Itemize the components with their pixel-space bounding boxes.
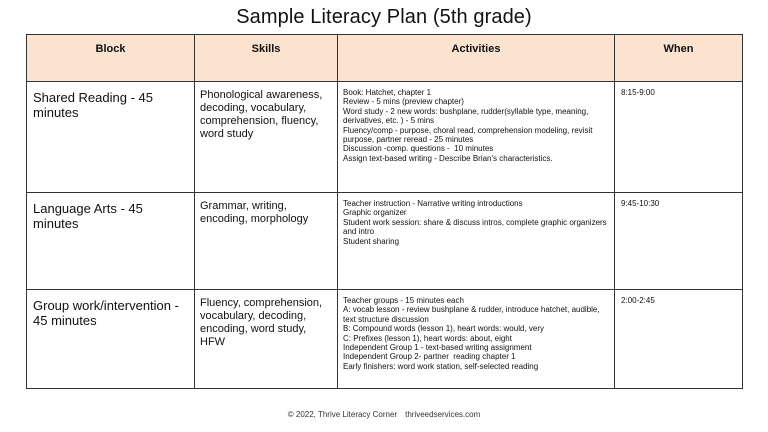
activities-list	[338, 193, 614, 246]
activity-item: Graphic organizer	[343, 208, 407, 218]
activity-item: Assign text-based writing - Describe Brian's characteristics.	[343, 153, 553, 163]
header-skills: Skills	[195, 35, 338, 82]
activities-cell	[338, 82, 615, 193]
activity-item: Discussion -comp. questions - 10 minutes	[343, 144, 494, 154]
block-cell	[27, 193, 195, 290]
table-row	[27, 290, 743, 389]
skills-text: Grammar, writing, encoding, morphology	[200, 200, 309, 225]
footer-copyright: © 2022, Thrive Literacy Corner	[287, 410, 398, 419]
header-activities: Activities	[338, 35, 615, 82]
skills-text: Fluency, comprehension, vocabulary, decoding, encoding, word study, HFW	[200, 297, 323, 348]
table-row	[27, 82, 743, 193]
footer-website: thriveedservices.com	[405, 410, 481, 419]
literacy-plan-table	[26, 34, 743, 389]
skills-cell	[195, 290, 338, 389]
activity-item: Fluency/comp - purpose, choral read, comprehension modeling, revisit purpose, partner reread - 25 minutes	[343, 125, 595, 145]
page-title: Sample Literacy Plan (5th grade)	[236, 6, 532, 28]
activity-item: Book: Hatchet, chapter 1	[343, 88, 432, 97]
activity-item: Word study - 2 new words: bushplane, rudder(syllable type, meaning, derivatives, etc. ) - 5 mins	[343, 106, 591, 126]
block-text: Group work/intervention - 45 minutes	[33, 298, 179, 328]
activity-item: Early finishers: word work station, self-selected reading	[343, 361, 539, 371]
header-when: When	[615, 35, 743, 82]
block-cell	[27, 82, 195, 193]
activities-list	[338, 82, 614, 163]
activity-item: Teacher instruction - Narrative writing introductions	[343, 199, 523, 208]
activities-list	[338, 290, 614, 371]
activity-item: Student work session: share & discuss intros, complete graphic organizers and intro	[343, 217, 609, 237]
skills-cell	[195, 82, 338, 193]
block-text: Shared Reading - 45 minutes	[33, 90, 153, 120]
block-cell	[27, 290, 195, 389]
activity-item: Independent Group 2- partner reading chapter 1	[343, 352, 516, 362]
when-cell	[615, 193, 743, 290]
when-text: 8:15-9:00	[621, 88, 655, 97]
activity-item: A: vocab lesson - review bushplane & rudder, introduce hatchet, audible, text structure discussion	[343, 305, 602, 324]
footer	[0, 410, 768, 419]
skills-text: Phonological awareness, decoding, vocabulary, comprehension, fluency, word study	[200, 89, 323, 140]
when-cell	[615, 82, 743, 193]
when-text: 2:00-2:45	[621, 296, 655, 305]
activity-item: Independent Group 1 - text-based writing assignment	[343, 343, 532, 353]
table-header-row	[27, 35, 743, 82]
activities-cell	[338, 290, 615, 389]
activity-item: Student sharing	[343, 236, 400, 246]
block-text: Language Arts - 45 minutes	[33, 201, 143, 231]
skills-cell	[195, 193, 338, 290]
activity-item: Review - 5 mins (preview chapter)	[343, 97, 464, 107]
table-row	[27, 193, 743, 290]
activity-item: B: Compound words (lesson 1), heart words: would, very	[343, 324, 544, 334]
activities-cell	[338, 193, 615, 290]
activity-item: C: Prefixes (lesson 1), heart words: about, eight	[343, 333, 512, 343]
activity-item: Teacher groups - 15 minutes each	[343, 296, 464, 305]
header-block: Block	[27, 35, 195, 82]
when-cell	[615, 290, 743, 389]
when-text: 9:45-10:30	[621, 199, 660, 208]
